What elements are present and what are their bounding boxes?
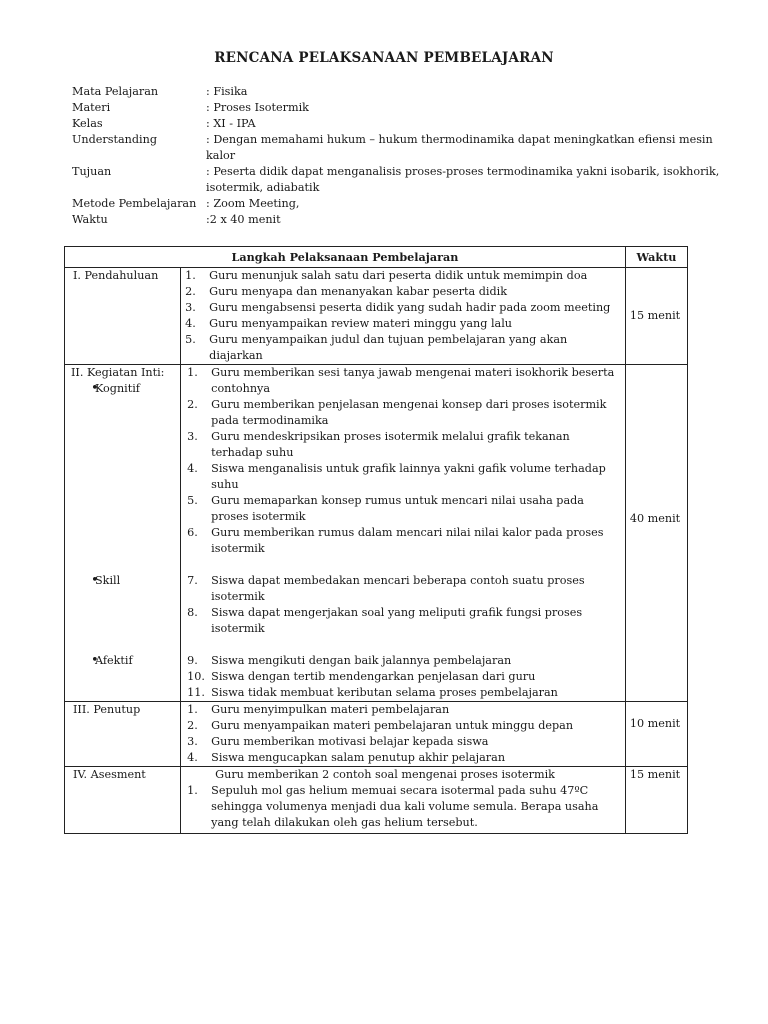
step-list-kognitif: [181, 365, 625, 557]
table-header-row: [65, 247, 688, 268]
list-item: [185, 332, 625, 364]
table-row-pendahuluan: [65, 268, 688, 365]
time-cell: 15 menit: [625, 767, 687, 834]
step-text: Guru menyampaikan materi pembelajaran untuk minggu depan: [211, 719, 574, 732]
step-text: Guru menunjuk salah satu dari peserta didik untuk memimpin doa: [209, 269, 588, 282]
list-item: [187, 525, 625, 557]
step-number: 1.: [187, 703, 198, 716]
phase-label: IV. Asesment: [65, 767, 181, 834]
list-item: [185, 284, 625, 300]
document-title: RENCANA PELAKSANAAN PEMBELAJARAN: [214, 50, 554, 66]
bullet-skill: • Skill: [71, 573, 180, 589]
domain-list: [71, 653, 180, 669]
step-number: 8.: [187, 606, 198, 619]
step-number: 4.: [185, 317, 196, 330]
list-item: [187, 750, 625, 766]
time-cell: 40 menit: [625, 365, 687, 702]
step-text: Guru memberikan penjelasan mengenai konsep dari proses isotermik pada termodinamika: [211, 398, 607, 427]
list-item: [187, 573, 625, 605]
list-item: [187, 685, 625, 701]
info-row-understanding: [72, 132, 722, 164]
step-text: Guru menyampaikan judul dan tujuan pembelajaran yang akan diajarkan: [209, 333, 568, 362]
list-item: [187, 653, 625, 669]
step-text: Siswa dapat mengerjakan soal yang meliputi grafik fungsi proses isotermik: [211, 606, 583, 635]
header-time: Waktu: [625, 247, 687, 268]
step-number: 10.: [187, 670, 205, 683]
list-item: [185, 268, 625, 284]
step-text: Guru mengabsensi peserta didik yang sudah hadir pada zoom meeting: [209, 301, 611, 314]
spacer: [181, 637, 625, 653]
phase-cell: [65, 365, 181, 702]
step-list: [181, 702, 625, 766]
list-item: [187, 429, 625, 461]
spacer: [71, 397, 180, 573]
domain-list: [71, 573, 180, 589]
info-label: Metode Pembelajaran: [72, 197, 197, 210]
spacer: [181, 831, 625, 833]
step-list-afektif: [181, 653, 625, 701]
steps-cell: [181, 767, 626, 834]
list-item: [185, 300, 625, 316]
step-number: 2.: [185, 285, 196, 298]
info-row-subject: [72, 84, 722, 100]
info-row-objective: [72, 164, 722, 196]
info-value: : XI - IPA: [206, 117, 256, 130]
step-number: 2.: [187, 719, 198, 732]
step-list-skill: [181, 573, 625, 637]
step-text: Sepuluh mol gas helium memuai secara isotermal pada suhu 47ºC sehingga volumenya menjadi dua kali volume semula. Berapa usaha yang telah dilakukan oleh gas helium tersebut.: [211, 784, 599, 829]
step-number: 9.: [187, 654, 198, 667]
info-label: Materi: [72, 101, 111, 114]
step-number: 5.: [185, 333, 196, 346]
list-item: [187, 605, 625, 637]
step-text: Guru menyapa dan menanyakan kabar peserta didik: [209, 285, 507, 298]
step-number: 11.: [187, 686, 205, 699]
steps-cell: [181, 268, 626, 365]
phase-label: I. Pendahuluan: [65, 268, 181, 365]
info-label: Tujuan: [72, 165, 112, 178]
phase-label: III. Penutup: [65, 702, 181, 767]
lesson-steps-table: [64, 246, 688, 834]
step-text: Siswa tidak membuat keributan selama proses pembelajaran: [211, 686, 558, 699]
list-item: [187, 734, 625, 750]
time-cell: 15 menit: [625, 268, 687, 365]
bullet-kognitif: • Kognitif: [71, 381, 180, 397]
step-number: 3.: [187, 430, 198, 443]
step-number: 7.: [187, 574, 198, 587]
steps-cell: [181, 365, 626, 702]
table-row-inti: [65, 365, 688, 702]
step-text: Siswa mengikuti dengan baik jalannya pembelajaran: [211, 654, 512, 667]
bullet-afektif: • Afektif: [71, 653, 180, 669]
step-number: 1.: [185, 269, 196, 282]
steps-cell: [181, 702, 626, 767]
step-text: Guru memberikan motivasi belajar kepada siswa: [211, 735, 489, 748]
step-number: 4.: [187, 462, 198, 475]
domain-list: [71, 381, 180, 397]
info-value: : Peserta didik dapat menganalisis proses-proses termodinamika yakni isobarik, isokhorik, isotermik, adiabatik: [206, 165, 720, 194]
table-row-penutup: [65, 702, 688, 767]
step-text: Guru memberikan rumus dalam mencari nilai nilai kalor pada proses isotermik: [211, 526, 604, 555]
phase-label: II. Kegiatan Inti:: [71, 366, 165, 379]
step-number: 2.: [187, 398, 198, 411]
info-label: Mata Pelajaran: [72, 85, 159, 98]
spacer: [181, 557, 625, 573]
list-item: [187, 397, 625, 429]
list-item: [187, 461, 625, 493]
spacer: [71, 589, 180, 653]
step-text: Guru menyampaikan review materi minggu yang lalu: [209, 317, 512, 330]
step-text: Siswa dengan tertib mendengarkan penjelasan dari guru: [211, 670, 536, 683]
step-number: 5.: [187, 494, 198, 507]
step-text: Siswa menganalisis untuk grafik lainnya yakni gafik volume terhadap suhu: [211, 462, 606, 491]
step-number: 1.: [187, 366, 198, 379]
table-row-asesment: [65, 767, 688, 834]
step-list: [181, 268, 625, 364]
step-text: Guru memberikan sesi tanya jawab mengenai materi isokhorik beserta contohnya: [211, 366, 615, 395]
step-number: 4.: [187, 751, 198, 764]
step-text: Guru menyimpulkan materi pembelajaran: [211, 703, 450, 716]
info-value: :2 x 40 menit: [206, 213, 281, 226]
info-label: Kelas: [72, 117, 103, 130]
step-text: Guru mendeskripsikan proses isotermik melalui grafik tekanan terhadap suhu: [211, 430, 570, 459]
step-number: 6.: [187, 526, 198, 539]
info-value: : Zoom Meeting,: [206, 197, 300, 210]
lesson-info: [72, 84, 722, 228]
step-text: Siswa mengucapkan salam penutup akhir pelajaran: [211, 751, 506, 764]
step-number: 3.: [185, 301, 196, 314]
info-value: : Proses Isotermik: [206, 101, 309, 114]
list-item: [187, 365, 625, 397]
list-item: [187, 718, 625, 734]
step-text: Guru memaparkan konsep rumus untuk mencari nilai usaha pada proses isotermik: [211, 494, 584, 523]
list-item: [187, 702, 625, 718]
step-number: 1.: [187, 784, 198, 797]
step-list: [181, 783, 625, 831]
list-item: [187, 493, 625, 525]
info-row-method: [72, 196, 722, 212]
step-number: 3.: [187, 735, 198, 748]
asesment-intro: Guru memberikan 2 contoh soal mengenai proses isotermik: [215, 768, 555, 781]
info-value: : Dengan memahami hukum – hukum thermodinamika dapat meningkatkan efiensi mesin kalor: [206, 133, 713, 162]
info-label: Understanding: [72, 133, 157, 146]
list-item: [187, 669, 625, 685]
step-text: Siswa dapat membedakan mencari beberapa contoh suatu proses isotermik: [211, 574, 585, 603]
list-item: [185, 316, 625, 332]
info-row-material: [72, 100, 722, 116]
info-value: : Fisika: [206, 85, 248, 98]
info-row-class: [72, 116, 722, 132]
info-row-time: [72, 212, 722, 228]
info-label: Waktu: [72, 213, 108, 226]
header-steps: Langkah Pelaksanaan Pembelajaran: [65, 247, 626, 268]
list-item: [187, 783, 625, 831]
time-cell: 10 menit: [625, 702, 687, 767]
